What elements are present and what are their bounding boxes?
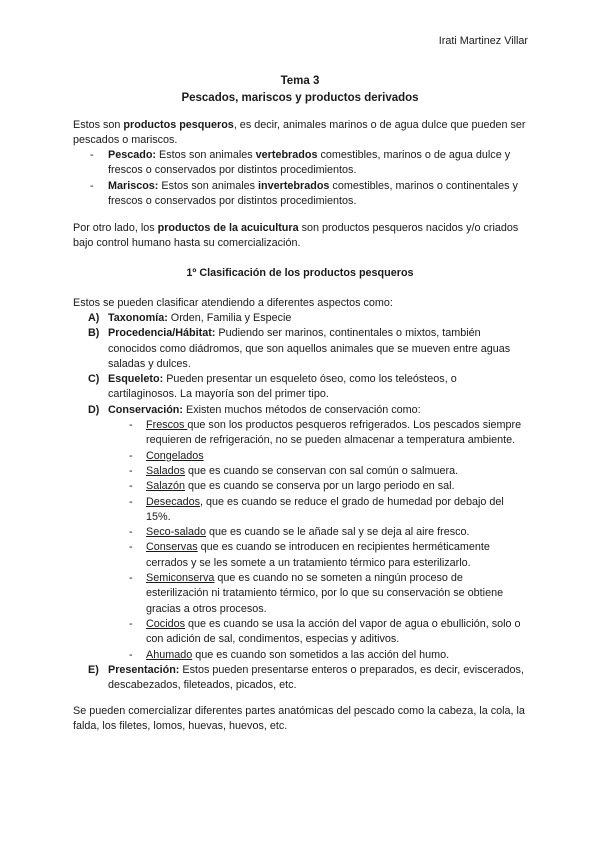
type-bold: vertebrados <box>255 149 318 161</box>
item-label: Esqueleto: <box>108 373 164 386</box>
title-line-1: Tema 3 <box>280 75 320 87</box>
intro-paragraph <box>73 118 528 149</box>
item-text: Pudiendo ser marinos, continentales o mixtos, también conocidos como diádromos, que son aquellos animales que se mueven entre aguas saladas y dulces. <box>108 327 511 370</box>
intro-bold: productos pesqueros <box>123 119 234 131</box>
method-text: que es cuando se reduce el grado de humedad por debajo del 15%. <box>146 495 504 523</box>
method-text: que es cuando no se someten a ningún proceso de esterilización ni tratamiento térmico, por lo que su conservación se obtiene gracias a otros procesos. <box>146 572 504 615</box>
type-text: Estos son animales <box>158 179 259 192</box>
list-item <box>129 418 528 449</box>
section-intro: Estos se pueden clasificar atendiendo a diferentes aspectos como: <box>73 297 393 309</box>
list-item <box>88 372 528 403</box>
type-label: Mariscos: <box>108 179 159 192</box>
item-text: Estos pueden presentarse enteros o preparados, es decir, eviscerados, descabezados, fileteados, picados, etc. <box>108 663 524 692</box>
list-item <box>88 403 528 663</box>
classification-list <box>88 311 528 693</box>
item-text: Existen muchos métodos de conservación como: <box>183 403 421 416</box>
list-item <box>88 148 528 179</box>
method-term: Cocidos <box>146 617 186 630</box>
section-title: 1º Clasificación de los productos pesqueros <box>186 267 414 279</box>
item-label: Presentación: <box>108 663 180 676</box>
list-item <box>129 495 528 526</box>
method-text: que es cuando se conserva por un largo periodo en sal. <box>185 480 455 493</box>
method-term: Desecados, <box>146 495 204 508</box>
method-term: Seco-salado <box>146 526 207 539</box>
intro-text-end: , es decir, animales marinos o de agua dulce que pueden ser pescados o mariscos. <box>73 119 526 147</box>
method-text: que es cuando se introducen en recipientes herméticamente cerrados y se les somete a un tratamiento térmico para esterilizarlo. <box>146 541 490 569</box>
intro-text: Estos son <box>73 119 124 131</box>
closing-paragraph: Se pueden comercializar diferentes partes anatómicas del pescado como la cabeza, la cola, la falda, los filetes, lomos, huevas, huevos, etc. <box>73 705 525 733</box>
title-line-2: Pescados, mariscos y productos derivados <box>181 92 419 104</box>
types-list <box>88 148 528 209</box>
item-text: Pueden presentar un esqueleto óseo, como los teleósteos, o cartilaginosos. La mayoría son del primer tipo. <box>108 373 457 401</box>
list-item <box>129 617 528 648</box>
conservation-methods-list <box>129 418 528 663</box>
list-item <box>129 464 528 479</box>
list-item <box>88 663 528 694</box>
item-label: Taxonomía: <box>108 312 168 324</box>
method-term: Conservas <box>146 541 198 554</box>
item-marker: D) <box>88 403 100 416</box>
item-marker: B) <box>88 327 100 340</box>
item-marker: A) <box>88 312 100 324</box>
method-text: que es cuando se conservan con sal común o salmuera. <box>185 464 459 477</box>
type-text-end: comestibles, marinos o continentales y frescos o conservados por distintos procedimientos. <box>108 179 518 207</box>
item-label: Procedencia/Hábitat: <box>108 327 216 340</box>
item-marker: E) <box>88 663 99 676</box>
method-term: Ahumado <box>146 648 193 661</box>
list-item <box>129 648 528 663</box>
aquaculture-text-end: son productos pesqueros nacidos y/o criados bajo control humano hasta su comercialización. <box>73 222 519 250</box>
method-term: Semiconserva <box>146 572 215 585</box>
item-label: Conservación: <box>108 403 183 416</box>
method-term: Salazón <box>146 480 186 493</box>
author-name: Irati Martinez Villar <box>438 35 528 47</box>
list-item <box>88 326 528 372</box>
aquaculture-paragraph <box>73 221 528 252</box>
list-item <box>129 479 528 494</box>
type-text-end: comestibles, marinos o de agua dulce y frescos o conservados por distintos procedimientos. <box>108 149 511 177</box>
aquaculture-bold: productos de la acuicultura <box>157 222 299 234</box>
method-term: Salados <box>146 464 186 477</box>
list-item <box>129 525 528 540</box>
method-term: Frescos <box>146 419 188 432</box>
list-item <box>88 311 528 326</box>
type-bold: invertebrados <box>258 179 330 192</box>
method-term: Congelados <box>146 449 204 462</box>
method-text: que es cuando se le añade sal y se deja al aire fresco. <box>206 526 470 539</box>
document-title <box>0 73 600 107</box>
method-text: que es cuando se usa la acción del vapor de agua o ebullición, solo o con adición de sal, condimentos, especias y aditivos. <box>146 617 521 646</box>
list-item <box>129 449 528 464</box>
method-text: que son los productos pesqueros refrigerados. Los pescados siempre requieren de refrigeración, no se pueden almacenar a temperatura ambiente. <box>146 419 522 447</box>
list-item <box>88 179 528 210</box>
item-marker: C) <box>88 373 100 386</box>
aquaculture-text: Por otro lado, los <box>73 222 158 234</box>
list-item <box>129 540 528 571</box>
type-text: Estos son animales <box>156 149 256 161</box>
type-label: Pescado: <box>108 149 157 161</box>
item-text: Orden, Familia y Especie <box>167 312 292 324</box>
method-text: que es cuando son sometidos a las acción del humo. <box>192 648 450 661</box>
list-item <box>129 571 528 617</box>
